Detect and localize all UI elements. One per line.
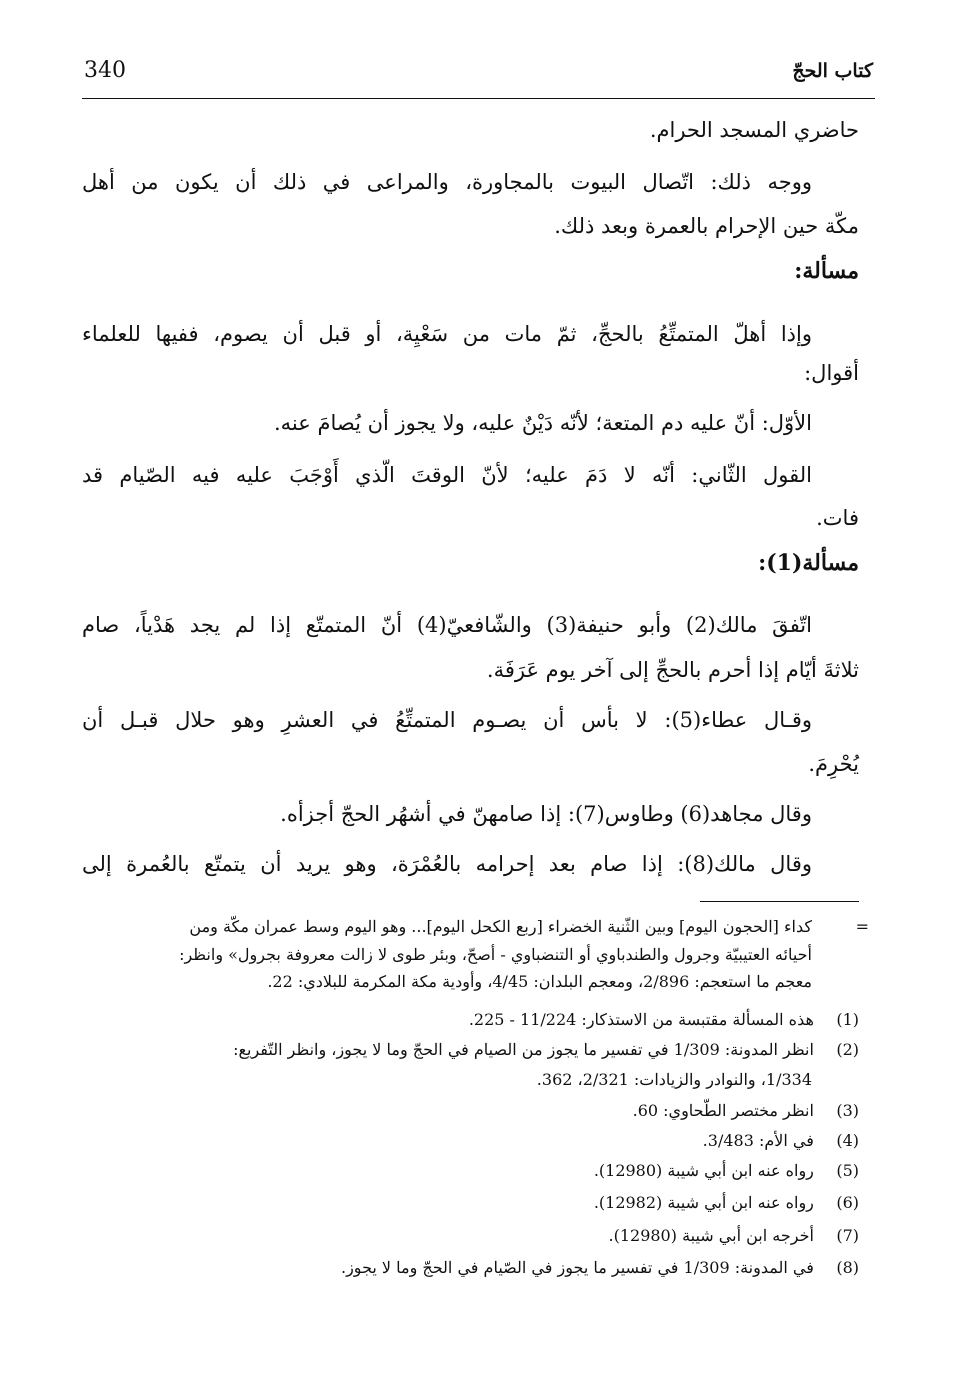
body-line: حاضري المسجد الحرام. <box>649 118 859 142</box>
footnote-text: في المدونة: 1/309 في تفسير ما يجوز في الصّيام في الحجّ وما لا يجوز. <box>340 1258 814 1277</box>
body-line: ثلاثةَ أيّام إذا أحرم بالحجِّ إلى آخر يوم عَرَفَة. <box>486 658 859 682</box>
footnote-text: رواه عنه ابن أبي شيبة (12982). <box>593 1193 814 1212</box>
footnote-separator <box>700 901 859 902</box>
body-line: ووجه ذلك: اتّصال البيوت بالمجاورة، والمراعى في ذلك أن يكون من أهل <box>82 170 812 194</box>
footnote <box>82 1040 859 1059</box>
footnote <box>82 1161 859 1180</box>
footnote-number: (2) <box>836 1040 859 1059</box>
footnote-text: رواه عنه ابن أبي شيبة (12980). <box>593 1161 814 1180</box>
page-number: 340 <box>84 58 126 83</box>
footnote-text: أخرجه ابن أبي شيبة (12980). <box>608 1226 814 1245</box>
body-line: مكّة حين الإحرام بالعمرة وبعد ذلك. <box>554 214 859 238</box>
footnote-number: (1) <box>836 1010 859 1029</box>
footnote <box>82 1193 859 1212</box>
footnote-number: (4) <box>836 1131 859 1150</box>
footnote-number: (6) <box>836 1193 859 1212</box>
running-header-title: كتاب الحجّ <box>792 60 873 82</box>
body-line: فات. <box>816 506 859 530</box>
footnote-number: (8) <box>836 1258 859 1277</box>
footnote-text: في الأم: 3/483. <box>702 1131 814 1150</box>
footnote-text: انظر مختصر الطّحاوي: 60. <box>632 1101 814 1120</box>
footnote <box>82 1226 859 1245</box>
body-line: وإذا أهلّ المتمتِّعُ بالحجِّ، ثمّ مات من سَعْيِة، أو قبل أن يصوم، ففيها للعلماء <box>82 322 812 346</box>
body-line: الأوّل: أنّ عليه دم المتعة؛ لأنّه دَيْنٌ عليه، ولا يجوز أن يُصامَ عنه. <box>274 411 812 435</box>
footnote <box>82 1010 859 1029</box>
footnote-text: انظر المدونة: 1/309 في تفسير ما يجوز من الصيام في الحجّ وما لا يجوز، وانظر التّفريع: <box>233 1040 814 1059</box>
footnote <box>82 1258 859 1277</box>
footnote-continuation-line: كداء [الحجون اليوم] وبين الثّنية الخضراء [ربع الكحل اليوم]... وهو اليوم وسط عمران مكّة ومن <box>189 917 812 936</box>
section-heading: مسألة: <box>794 258 859 284</box>
footnote-continuation-marker: = <box>855 917 869 936</box>
footnote-number: (7) <box>836 1226 859 1245</box>
body-line: أقوال: <box>804 361 859 385</box>
footnote-text: هذه المسألة مقتبسة من الاستذكار: 11/224 - 225. <box>468 1010 814 1029</box>
body-line: اتّفقَ مالك(2) وأبو حنيفة(3) والشّافعيّ(4) أنّ المتمتّع إذا لم يجد هَدْياً، صام <box>82 613 812 637</box>
footnote-number: (3) <box>836 1101 859 1120</box>
footnote <box>82 1101 859 1120</box>
body-line: وقال مجاهد(6) وطاوس(7): إذا صامهنّ في أشهُر الحجّ أجزأه. <box>280 802 812 826</box>
body-line: يُحْرِمَ. <box>808 752 859 776</box>
header-rule <box>82 98 875 99</box>
footnote-text-cont: 1/334، والنوادر والزيادات: 2/321، 362. <box>536 1070 812 1089</box>
footnote-continuation-line: أحيائه العتيبيّة وجرول والطندباوي أو التنضباوي - أصحّ، وبئر طوى لا زالت معروفة بجرول» وانظر: <box>179 945 812 964</box>
body-line: القول الثّاني: أنّه لا دَمَ عليه؛ لأنّ الوقتَ الّذي أَوْجَبَ عليه فيه الصّيام قد <box>82 463 812 487</box>
footnote-continuation-line: معجم ما استعجم: 2/896، ومعجم البلدان: 4/45، وأودية مكة المكرمة للبلادي: 22. <box>267 972 812 991</box>
footnote-number: (5) <box>836 1161 859 1180</box>
body-line: وقال مالك(8): إذا صام بعد إحرامه بالعُمْرَة، وهو يريد أن يتمتّع بالعُمرة إلى <box>82 852 812 876</box>
body-line: وقـال عطاء(5): لا بأس أن يصـوم المتمتِّعُ في العشرِ وهو حلال قبـل أن <box>82 708 812 732</box>
footnote <box>82 1131 859 1150</box>
section-heading: مسألة(1): <box>758 550 859 576</box>
